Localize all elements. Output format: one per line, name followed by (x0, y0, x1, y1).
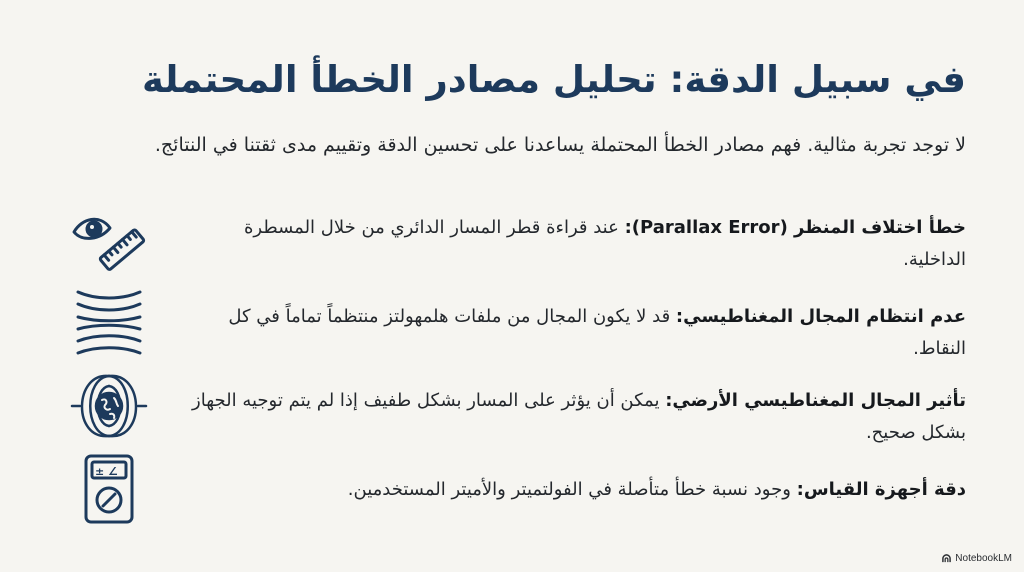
item-label: خطأ اختلاف المنظر (Parallax Error): (624, 217, 966, 238)
item-text: وجود نسبة خطأ متأصلة في الفولتميتر والأميتر المستخدمين. (347, 479, 797, 500)
svg-text:∠: ∠ (108, 465, 118, 478)
error-item-instruments (186, 474, 966, 506)
error-item-earth-field (186, 385, 966, 449)
notebooklm-logo-icon (942, 554, 951, 563)
brand-watermark (942, 553, 1012, 564)
item-text: قد لا يكون المجال من ملفات هلمهولتز منتظماً تماماً في كل النقاط. (228, 306, 966, 359)
error-item-parallax (186, 212, 966, 276)
eye-ruler-icon (70, 206, 148, 282)
svg-text:±: ± (95, 465, 105, 478)
intro-paragraph: لا توجد تجربة مثالية. فهم مصادر الخطأ المحتملة يساعدنا على تحسين الدقة وتقييم مدى ثقتنا في النتائج. (154, 134, 966, 156)
item-label: تأثير المجال المغناطيسي الأرضي: (665, 390, 966, 411)
earth-magnetic-field-icon (70, 368, 148, 444)
magnetic-field-lines-icon (70, 284, 148, 360)
item-text: يمكن أن يؤثر على المسار بشكل طفيف إذا لم يتم توجيه الجهاز بشكل صحيح. (192, 390, 966, 443)
multimeter-icon (70, 452, 148, 528)
item-label: عدم انتظام المجال المغناطيسي: (675, 306, 966, 327)
error-item-field-nonuniformity (186, 301, 966, 365)
slide-title: في سبيل الدقة: تحليل مصادر الخطأ المحتملة (142, 58, 966, 101)
item-label: دقة أجهزة القياس: (796, 479, 966, 500)
item-text: عند قراءة قطر المسار الدائري من خلال المسطرة الداخلية. (243, 217, 966, 270)
brand-name: NotebookLM (955, 553, 1012, 564)
